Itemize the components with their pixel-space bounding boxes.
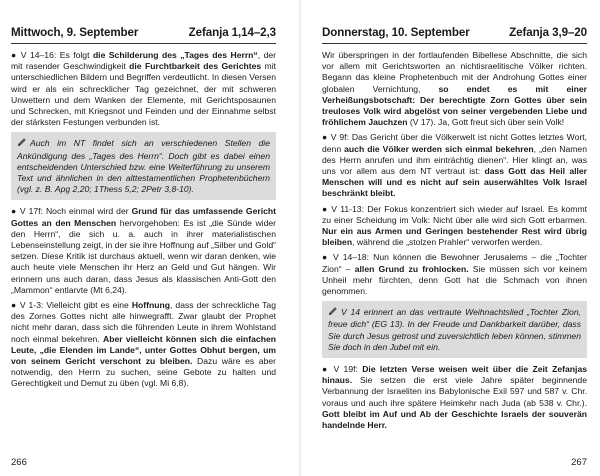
left-page [5,0,280,476]
emphasis-text: Gott bleibt im Auf und Ab der Geschichte Israels der souverän handelnde Herr. [322,408,587,431]
paragraph-v14-16 [11,50,276,128]
emphasis-text: die Schilderung des „Tages des Herrn“ [92,50,258,60]
pencil-icon [17,137,27,150]
text-run: hervorgehoben: Es ist „die Sünde wider den Herrn“, die sich u. a. auch in ihrer materialistischen Lebenseinstellung zeigt, in der sie ihre Hoffnung auf „Silber und Gold“ setzen. Diese Kritik ist durchaus aktuell, wenn wir daran denken, wie auch heute viele Menschen ihr Herz an Geld und Gut hängen. Wir erinnern uns auch daran, dass Jesus als klassischen Anti-Gott den „Mammon“ entlarvte (Mt 6,24). [11,217,276,295]
emphasis-text: Grund für das umfassende Gericht Gottes an den Menschen [11,206,276,228]
emphasis-text: allen Grund zu frohlocken. [354,263,469,274]
paragraph-v11-13 [322,204,587,249]
paragraph-v17f [11,206,276,296]
text-run: , dass der schreckliche Tag des Zornes Gottes nicht alle hinwegrafft. Zwar glaubt der Prophet nicht mehr daran, dass sich die führenden Leute in ihrem Wohlstand noch einmal bekehren. [11,300,276,344]
paragraph-v1-3 [11,300,276,390]
header-scripture-reference: Zefanja 1,14–2,3 [188,26,276,39]
note-text: Auch im NT findet sich an verschiedenen Stellen die Ankündigung des „Tages des Herrn“. Doch gibt es dabei einen entscheidenden Unterschied bzw. eine Weiterführung zu unserem Text und ähnlichen in den alttestamentlichen Prophetenbüchern (vgl. z. B. Apg 2,20; 1Thess 5,2; 2Petr 3,8-10). [17,138,270,195]
page-number: 266 [11,457,27,468]
emphasis-text: die Furchtbarkeit des Gerichtes [129,61,262,72]
paragraph-v14-18 [322,252,587,297]
text-run: Sie müssen sich vor keinem Unheil mehr fürchten, denn Gott hat die Schmach von ihnen genommen. [322,263,588,297]
page-header [322,26,587,44]
text-run: ● V 14–16: Es folgt [11,50,93,60]
header-scripture-reference: Zefanja 3,9–20 [509,26,587,39]
pencil-icon [328,306,338,319]
emphasis-text: auch die Völker werden sich einmal bekehren [344,143,534,154]
text-run: , während die „stolzen Prahler“ verworfen werden. [352,237,543,248]
emphasis-text: Aber vielleicht können sich die einfachen Leute, „die Elenden im Lande“, unter Gottes Obhut bergen, um von seinem Gericht verschont zu bleiben. [11,333,276,367]
text-run: (V 17). Ja, Gott freut sich über sein Volk! [407,117,565,128]
emphasis-text: dass Gott das Heil aller Menschen will und es nicht auf sein auserwähltes Volk Israel beschränkt bleibt. [322,166,588,199]
note-box [11,132,276,200]
header-date: Mittwoch, 9. September [11,26,139,39]
text-run: Wir überspringen in der fortlaufenden Bibellese Abschnitte, die sich vor allem mit Gerichtsworten an nichtisraelitische Völker richten. Begann das kleine Prophetenbuch mit der Androhung Gottes einer globalen Vernichtung, [322,50,587,94]
text-run: mit unterschiedlichen Bildern und Begriffen verdeutlicht. In diesen Versen wird er als ein schrecklicher Tag gezeichnet, der mit schweren Unwettern und dem Wanken der Elemente, mit Gerichtsposaunen und Schrecken, mit Kriegsnot und Feinden und der Einnahme selbst der stärksten Festungen verbunden ist. [11,61,277,128]
text-run: Sie setzen die erst viele Jahre später beginnende Verbannung der Israeliten ins Babylonische Exil 597 und 587 v. Chr. voraus und auch ihre spätere Heimkehr nach Juda (ab 538 v. Chr.). [322,375,587,408]
paragraph-v9f [322,132,587,199]
emphasis-text: Hoffnung [131,300,171,311]
paragraph-v19f [322,364,587,431]
paragraph-intro [322,50,587,128]
text-run: , „den Namen des Herrn anrufen und ihm einträchtig dienen“. Hier klingt an, was uns vor allem aus dem NT vertraut ist: [322,143,587,177]
emphasis-text: so endet es mit einer Verheißungsbotschaft: Der berechtigte Zorn Gottes über sein treuloses Volk wird abgelöst von seiner vergebenden Liebe und fröhlichem Jauchzen [322,83,587,128]
text-run: ● V 1-3: Vielleicht gibt es eine [11,300,132,311]
text-run: Dazu wäre es aber notwendig, den Herrn zu suchen, seine Gebote zu halten und Gerechtigkeit und Demut zu üben (vgl. Mi 6,8). [11,356,277,389]
text-run: ● V 19f: [322,364,363,375]
note-box [322,301,587,358]
emphasis-text: Nur ein aus Armen und Geringen bestehender Rest wird übrig bleiben [322,226,587,248]
text-run: ● V 11-13: Der Fokus konzentriert sich wieder auf Israel. Es kommt zu einer Scheidung im Volk: Nicht über alle wird sich Gott erbarmen. [322,203,587,225]
emphasis-text: Die letzten Verse weisen weit über die Zeit Zefanjas hinaus. [322,364,587,386]
text-run: ● V 14–18: Nun können die Bewohner Jerusalems – die „Tochter Zion“ – [322,252,587,274]
book-gutter [299,0,301,476]
text-run: , der mit rasender Geschwindigkeit [11,50,276,72]
right-page [318,0,593,476]
note-text: V 14 erinnert an das vertraute Weihnachtslied „Tochter Zion, freue dich“ (EG 13). In der Freude und Dankbarkeit darüber, dass Sie durch Jesus getrost und zuversichtlich leben können, stimmen Sie doch in den Jubel mit ein. [328,307,581,352]
text-run: ● V 17f: Noch einmal wird der [11,206,132,217]
page-header [11,26,276,44]
page-number: 267 [571,457,587,468]
header-date: Donnerstag, 10. September [322,26,470,39]
text-run: ● V 9f: Das Gericht über die Völkerwelt ist nicht Gottes letztes Wort, denn [322,132,587,154]
